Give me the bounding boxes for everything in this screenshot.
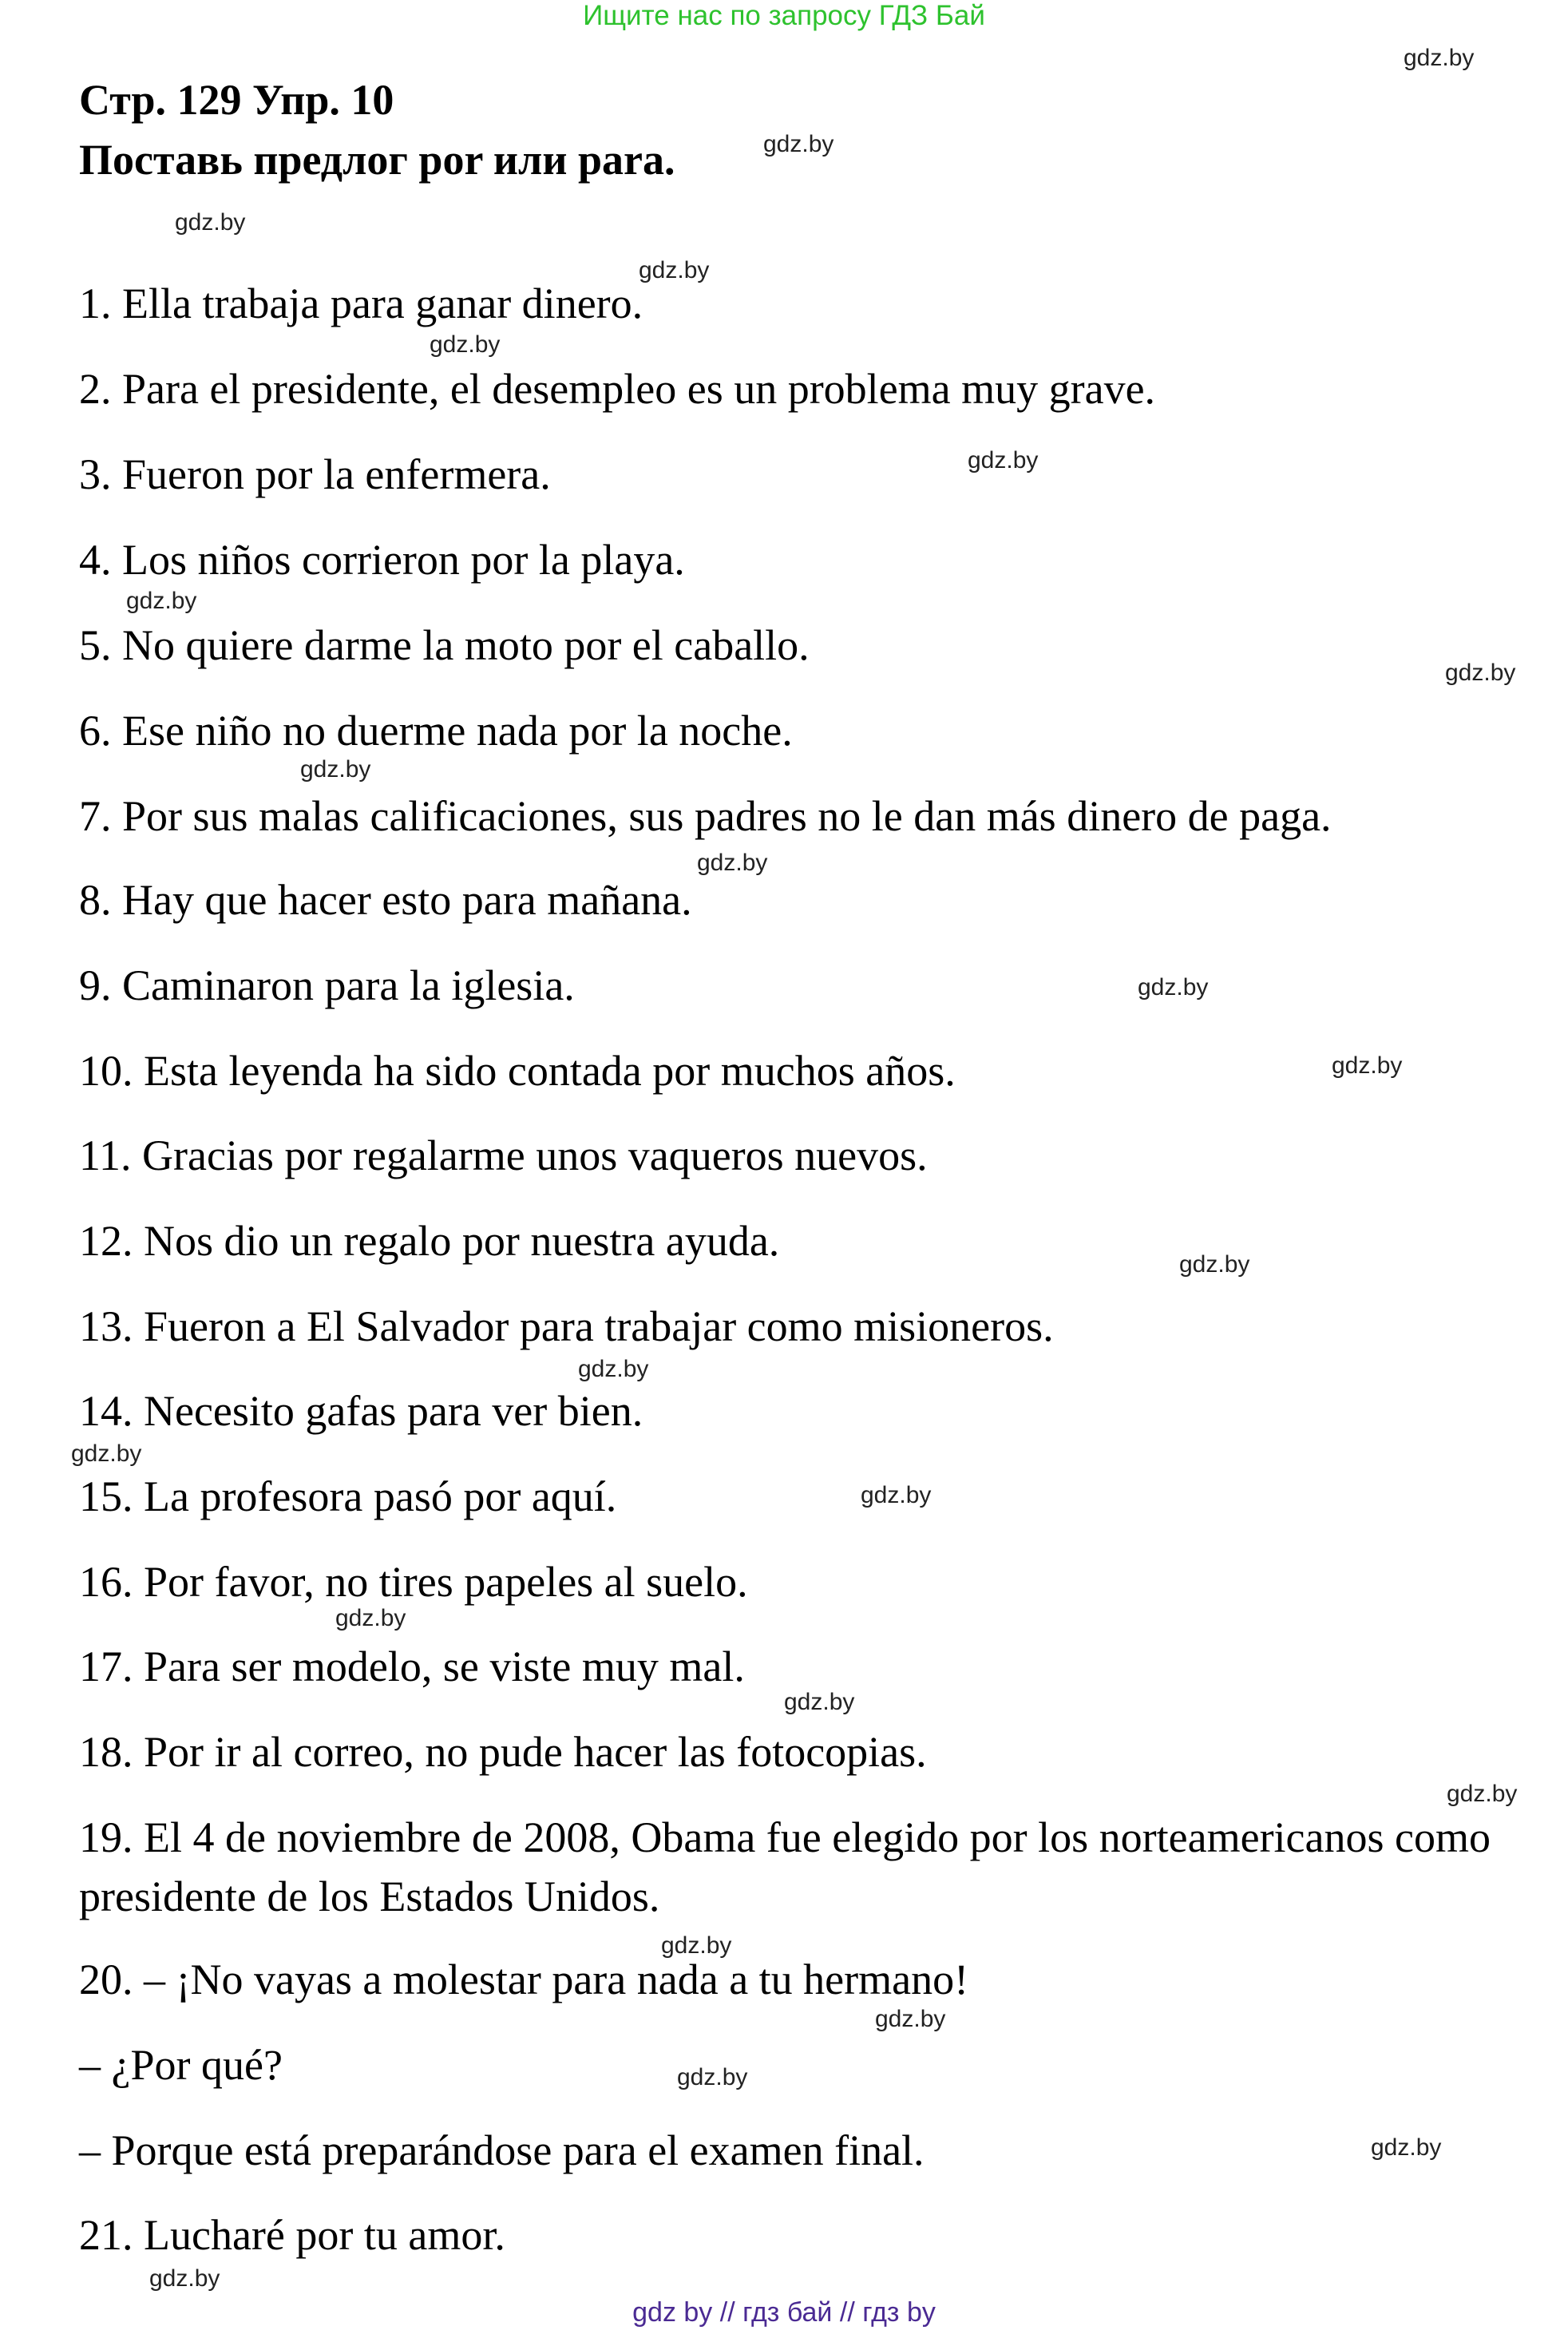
watermark: gdz.by [763, 131, 834, 157]
exercise-line-1: 1. Ella trabaja para ganar dinero. [79, 279, 643, 327]
watermark: gdz.by [697, 850, 768, 876]
exercise-line-17: 17. Para ser modelo, se viste muy mal. [79, 1642, 745, 1690]
exercise-line-2: 2. Para el presidente, el desempleo es un problema muy grave. [79, 365, 1156, 413]
exercise-line-6: 6. Ese niño no duerme nada por la noche. [79, 707, 793, 755]
exercise-line-5: 5. No quiere darme la moto por el caballo. [79, 621, 810, 669]
watermark: gdz.by [639, 257, 710, 283]
exercise-line-19: 19. El 4 de noviembre de 2008, Obama fue elegido por los norteamericanos como presidente de los Estados Unidos. [79, 1813, 1491, 1920]
footer-links[interactable]: gdz by // гдз бай // гдз by [632, 2297, 936, 2328]
exercise-line-10: 10. Esta leyenda ha sido contada por muchos años. [79, 1047, 956, 1095]
watermark: gdz.by [968, 447, 1039, 474]
task-instruction: Поставь предлог por или para. [79, 136, 675, 184]
exercise-line-4: 4. Los niños corrieron por la playa. [79, 536, 685, 584]
watermark: gdz.by [430, 331, 501, 358]
watermark: gdz.by [1447, 1781, 1518, 1807]
watermark: gdz.by [875, 2006, 946, 2032]
exercise-line-20: 20. – ¡No vayas a molestar para nada a tu hermano! [79, 1956, 969, 2003]
exercise-line-7: 7. Por sus malas calificaciones, sus padres no le dan más dinero de paga. [79, 792, 1332, 840]
exercise-line-9: 9. Caminaron para la iglesia. [79, 961, 575, 1009]
watermark: gdz.by [1445, 660, 1516, 686]
watermark: gdz.by [661, 1932, 732, 1959]
watermark: gdz.by [1138, 974, 1209, 1001]
watermark: gdz.by [784, 1689, 855, 1715]
watermark: gdz.by [175, 209, 246, 236]
watermark: gdz.by [300, 756, 371, 783]
exercise-line-3: 3. Fueron por la enfermera. [79, 450, 551, 498]
watermark: gdz.by [1332, 1052, 1403, 1079]
exercise-line-15: 15. La profesora pasó por aquí. [79, 1472, 617, 1520]
exercise-line-14: 14. Necesito gafas para ver bien. [79, 1387, 643, 1435]
page-title: Стр. 129 Упр. 10 [79, 76, 394, 124]
watermark: gdz.by [335, 1605, 406, 1631]
exercise-line-8: 8. Hay que hacer esto para mañana. [79, 876, 692, 924]
exercise-line-13: 13. Fueron a El Salvador para trabajar como misioneros. [79, 1302, 1054, 1350]
watermark: gdz.by [1179, 1251, 1250, 1278]
watermark: gdz.by [149, 2265, 220, 2292]
watermark: gdz.by [1404, 45, 1475, 71]
watermark: gdz.by [677, 2064, 748, 2090]
watermark: gdz.by [126, 588, 197, 614]
top-banner[interactable]: Ищите нас по запросу ГДЗ Бай [583, 0, 985, 31]
exercise-line-16: 16. Por favor, no tires papeles al suelo. [79, 1558, 748, 1606]
exercise-line-11: 11. Gracias por regalarme unos vaqueros nuevos. [79, 1131, 928, 1179]
exercise-line-12: 12. Nos dio un regalo por nuestra ayuda. [79, 1217, 780, 1265]
exercise-line-21: 21. Lucharé por tu amor. [79, 2211, 505, 2259]
watermark: gdz.by [861, 1482, 932, 1508]
watermark: gdz.by [71, 1440, 142, 1467]
watermark: gdz.by [1371, 2134, 1442, 2161]
exercise-line-18: 18. Por ir al correo, no pude hacer las fotocopias. [79, 1728, 927, 1776]
exercise-line-20-question: – ¿Por qué? [79, 2041, 283, 2089]
watermark: gdz.by [578, 1356, 649, 1382]
exercise-line-20-answer: – Porque está preparándose para el examen final. [79, 2126, 925, 2174]
